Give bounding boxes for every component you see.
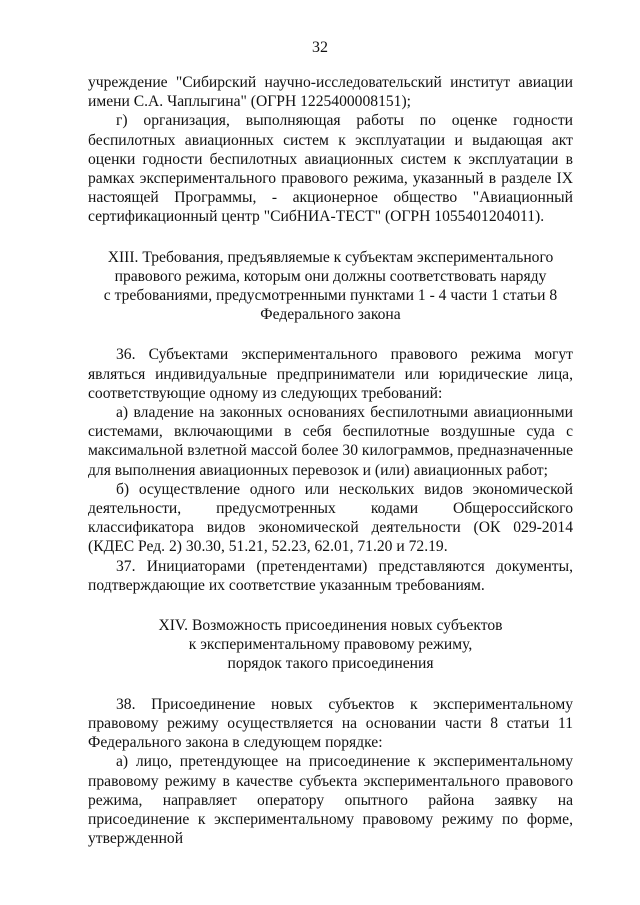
paragraph-institute-name: учреждение "Сибирский научно-исследовательский институт авиации имени С.А. Чаплыгина" (ОГРН 1225400008151); [88,74,573,111]
heading-line: с требованиями, предусмотренными пунктами 1 - 4 части 1 статьи 8 [103,287,558,305]
document-body [88,73,573,848]
heading-line: к экспериментальному правовому режиму, [188,636,473,654]
paragraph-38: 38. Присоединение новых субъектов к экспериментальному правовому режиму осуществляется на основании части 8 статьи 11 Федерального закона в следующем порядке: [88,695,573,752]
section-heading-xiv [88,616,573,674]
paragraph-36: 36. Субъектами экспериментального правового режима могут являться индивидуальные предприниматели или юридические лица, соответствующие одному из следующих требований: [88,346,573,402]
paragraph-37: 37. Инициаторами (претендентами) представляются документы, подтверждающие их соответствие указанным требованиям. [88,557,573,594]
section-heading-xiii [88,248,573,325]
heading-line: Федерального закона [260,306,401,324]
paragraph-36-a: а) владение на законных основаниях беспилотными авиационными системами, включающими в себя беспилотные воздушные суда с максимальной взлетной массой более 30 килограммов, предназначенные для выполнения авиационных перевозок и (или) авиационных работ; [88,404,573,479]
paragraph-36-b: б) осуществление одного или нескольких видов экономической деятельности, предусмотренных кодами Общероссийского классификатора видов экономической деятельности (ОК 029-2014 (КДЕС Ред. 2) 30.30, 51.21, 52.23, 62.01, 71.20 и 72.19. [88,480,573,556]
page-number: 32 [312,39,328,56]
heading-line: XIV. Возможность присоединения новых субъектов [158,617,503,635]
paragraph-38-a: а) лицо, претендующее на присоединение к экспериментальному правовому режиму в качестве субъекта экспериментального правового режима, направляет оператору опытного района заявку на присоединение к экспериментальному правовому режиму по форме, утвержденной [88,753,573,848]
heading-line: порядок такого присоединения [227,655,434,673]
heading-line: правового режима, которым они должны соответствовать наряду [114,267,547,285]
heading-line: XIII. Требования, предъявляемые к субъектам экспериментального [107,248,554,266]
paragraph-item-g: г) организация, выполняющая работы по оценке годности беспилотных авиационных систем к эксплуатации и выдающая акт оценки годности беспилотных авиационных систем к эксплуатации в рамках экспериментального правового режима, указанный в разделе IX настоящей Программы, - акционерное общество "Авиационный сертификационный центр "СибНИА-ТЕСТ" (ОГРН 1055401204011). [88,112,573,226]
